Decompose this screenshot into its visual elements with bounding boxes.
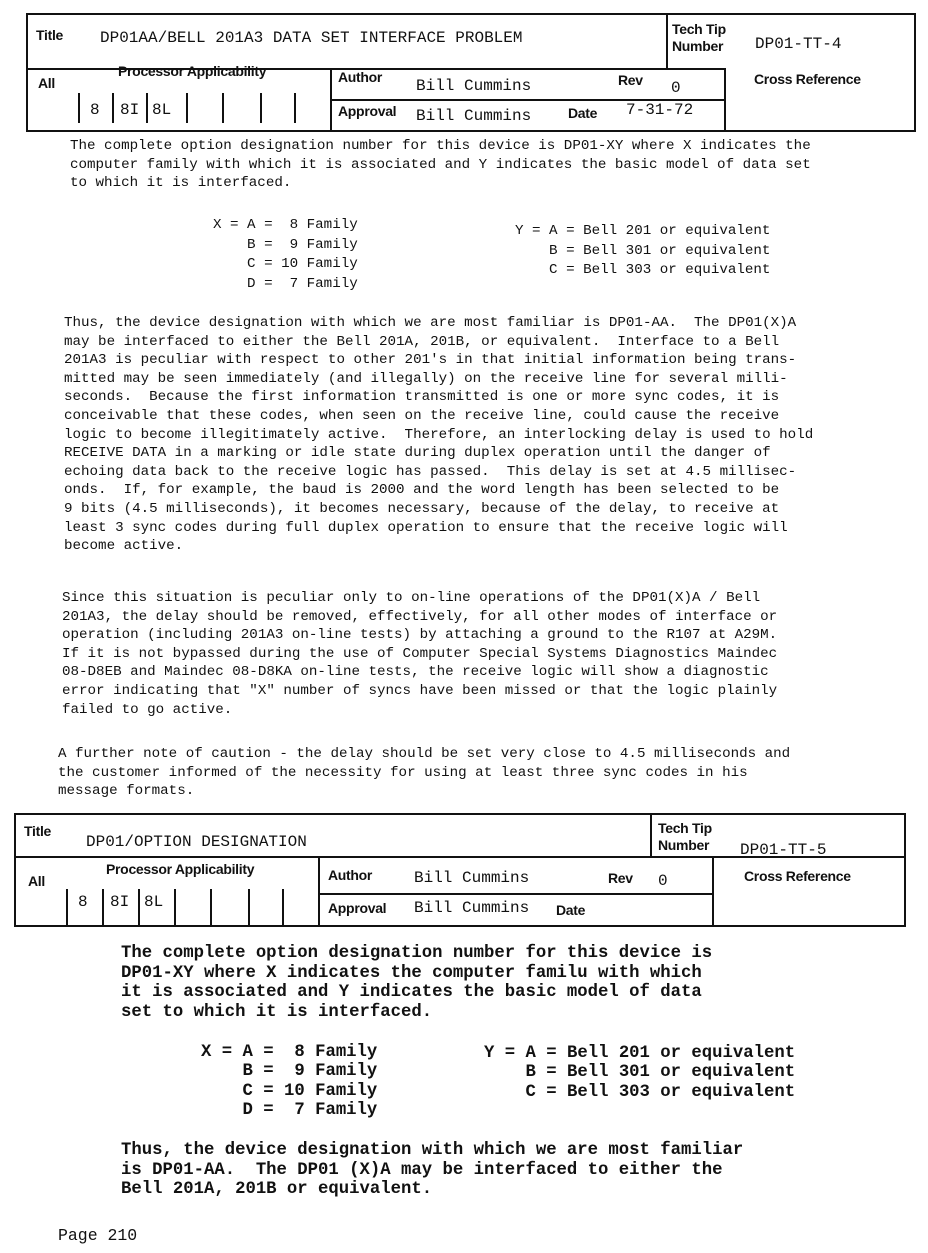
author-value: Bill Cummins [416, 77, 532, 95]
all-label: All [38, 75, 55, 91]
processor-box [282, 889, 284, 925]
tech-tip-header-1 [26, 13, 916, 132]
tip2-paragraph-2: Thus, the device designation with which we are most familiar is DP01-AA. The DP01 (X)A may be interfaced to either the Bell 201A, 201B or equivalent. [121, 1141, 744, 1200]
processor-box [248, 889, 250, 925]
processor-value: 8I [110, 893, 130, 911]
date-value: 7-31-72 [626, 101, 694, 119]
tip2-paragraph-1: The complete option designation number for this device is DP01-XY where X indicates the computer familu with which it is associated and Y indicates the basic model of data set to which it is interfaced. [121, 944, 713, 1022]
author-label: Author [328, 867, 373, 883]
processor-box [78, 93, 80, 123]
processor-box [222, 93, 224, 123]
header-divider [318, 893, 712, 895]
tech-tip-header-2 [14, 813, 906, 927]
rev-label: Rev [608, 870, 633, 886]
cross-reference-label: Cross Reference [744, 868, 851, 884]
processor-applicability-label: Processor Applicability [106, 861, 255, 877]
tip1-paragraph-1: The complete option designation number for this device is DP01-XY where X indicates the computer family with which it is associated and Y indicates the basic model of data set to which it is interfaced. [70, 138, 811, 192]
processor-box [210, 889, 212, 925]
author-value: Bill Cummins [414, 869, 530, 887]
rev-label: Rev [618, 72, 643, 88]
date-label: Date [568, 105, 598, 121]
all-label: All [28, 873, 45, 889]
processor-box [146, 93, 148, 123]
tech-tip-number: DP01-TT-5 [740, 841, 827, 859]
approval-value: Bill Cummins [414, 899, 530, 917]
page-number: Page 210 [58, 1226, 138, 1245]
tip1-paragraph-4: A further note of caution - the delay should be set very close to 4.5 milliseconds and the customer informed of the necessity for using at least three sync codes in his message formats. [58, 746, 791, 800]
tip2-y-table: Y = A = Bell 201 or equivalent B = Bell 301 or equivalent C = Bell 303 or equivalent [484, 1044, 796, 1102]
header-divider [724, 68, 726, 130]
processor-value: 8I [120, 101, 140, 119]
processor-value: 8L [144, 893, 164, 911]
approval-label: Approval [328, 900, 387, 916]
title-label: Title [36, 27, 64, 43]
header-divider [712, 856, 714, 925]
tip1-paragraph-2: Thus, the device designation with which we are most familiar is DP01-AA. The DP01(X)A may be interfaced to either the Bell 201A, 201B, or equivalent. Interface to a Bell 201A3 is peculiar with respect to other 201's in that initial information being trans- mitted may be seen immediately (and illegally) on the receive line for several milli- seconds. Because the first information transmitted is one or more sync codes, it is conceivable that these codes, when seen on the receive line, could cause the receive logic to become illegitimately active. Therefore, an interlocking delay is used to hold RECEIVE DATA in a marking or idle state during duplex operation until the danger of echoing data back to the receive logic has passed. This delay is set at 4.5 millisec- onds. If, for example, the baud is 2000 and the word length has been selected to be 9 bits (4.5 milliseconds), it becomes necessary, because of the delay, to receive at least 3 sync codes during full duplex operation to ensure that the receive logic will become active. [64, 315, 814, 555]
author-label: Author [338, 69, 383, 85]
approval-value: Bill Cummins [416, 107, 532, 125]
header-divider [318, 856, 320, 925]
tip1-paragraph-3: Since this situation is peculiar only to on-line operations of the DP01(X)A / Bell 201A3, the delay should be removed, effectively, for all other modes of interface or operation (including 201A3 on-line tests) by attaching a ground to the R107 at A29M. If it is not bypassed during the use of Computer Special Systems Diagnostics Maindec 08-D8EB and Maindec 08-D8KA on-line tests, the receive logic will show a diagnostic error indicating that "X" number of syncs have been missed or that the logic plainly failed to go active. [62, 590, 778, 718]
tech-tip-title: DP01AA/BELL 201A3 DATA SET INTERFACE PROBLEM [100, 29, 523, 47]
header-divider [650, 815, 652, 856]
header-divider [666, 15, 668, 68]
tech-tip-number-label: Tech Tip Number [658, 820, 712, 853]
tip1-x-table: X = A = 8 Family B = 9 Family C = 10 Family D = 7 Family [213, 217, 358, 292]
tech-tip-title: DP01/OPTION DESIGNATION [86, 833, 307, 851]
processor-value: 8L [152, 101, 172, 119]
processor-box [112, 93, 114, 123]
rev-value: 0 [658, 872, 668, 890]
processor-box [186, 93, 188, 123]
date-label: Date [556, 902, 586, 918]
processor-box [102, 889, 104, 925]
tech-tip-number: DP01-TT-4 [755, 35, 842, 53]
processor-box [294, 93, 296, 123]
rev-value: 0 [671, 79, 681, 97]
tech-tip-number-label: Tech Tip Number [672, 21, 726, 54]
processor-value: 8 [90, 101, 100, 119]
processor-box [174, 889, 176, 925]
approval-label: Approval [338, 103, 397, 119]
processor-box [138, 889, 140, 925]
title-label: Title [24, 823, 52, 839]
processor-box [66, 889, 68, 925]
cross-reference-label: Cross Reference [754, 71, 861, 87]
processor-box [260, 93, 262, 123]
processor-value: 8 [78, 893, 88, 911]
tip2-x-table: X = A = 8 Family B = 9 Family C = 10 Family D = 7 Family [201, 1043, 378, 1121]
processor-applicability-label: Processor Applicability [118, 63, 267, 79]
tip1-y-table: Y = A = Bell 201 or equivalent B = Bell 301 or equivalent C = Bell 303 or equivalent [515, 223, 771, 278]
